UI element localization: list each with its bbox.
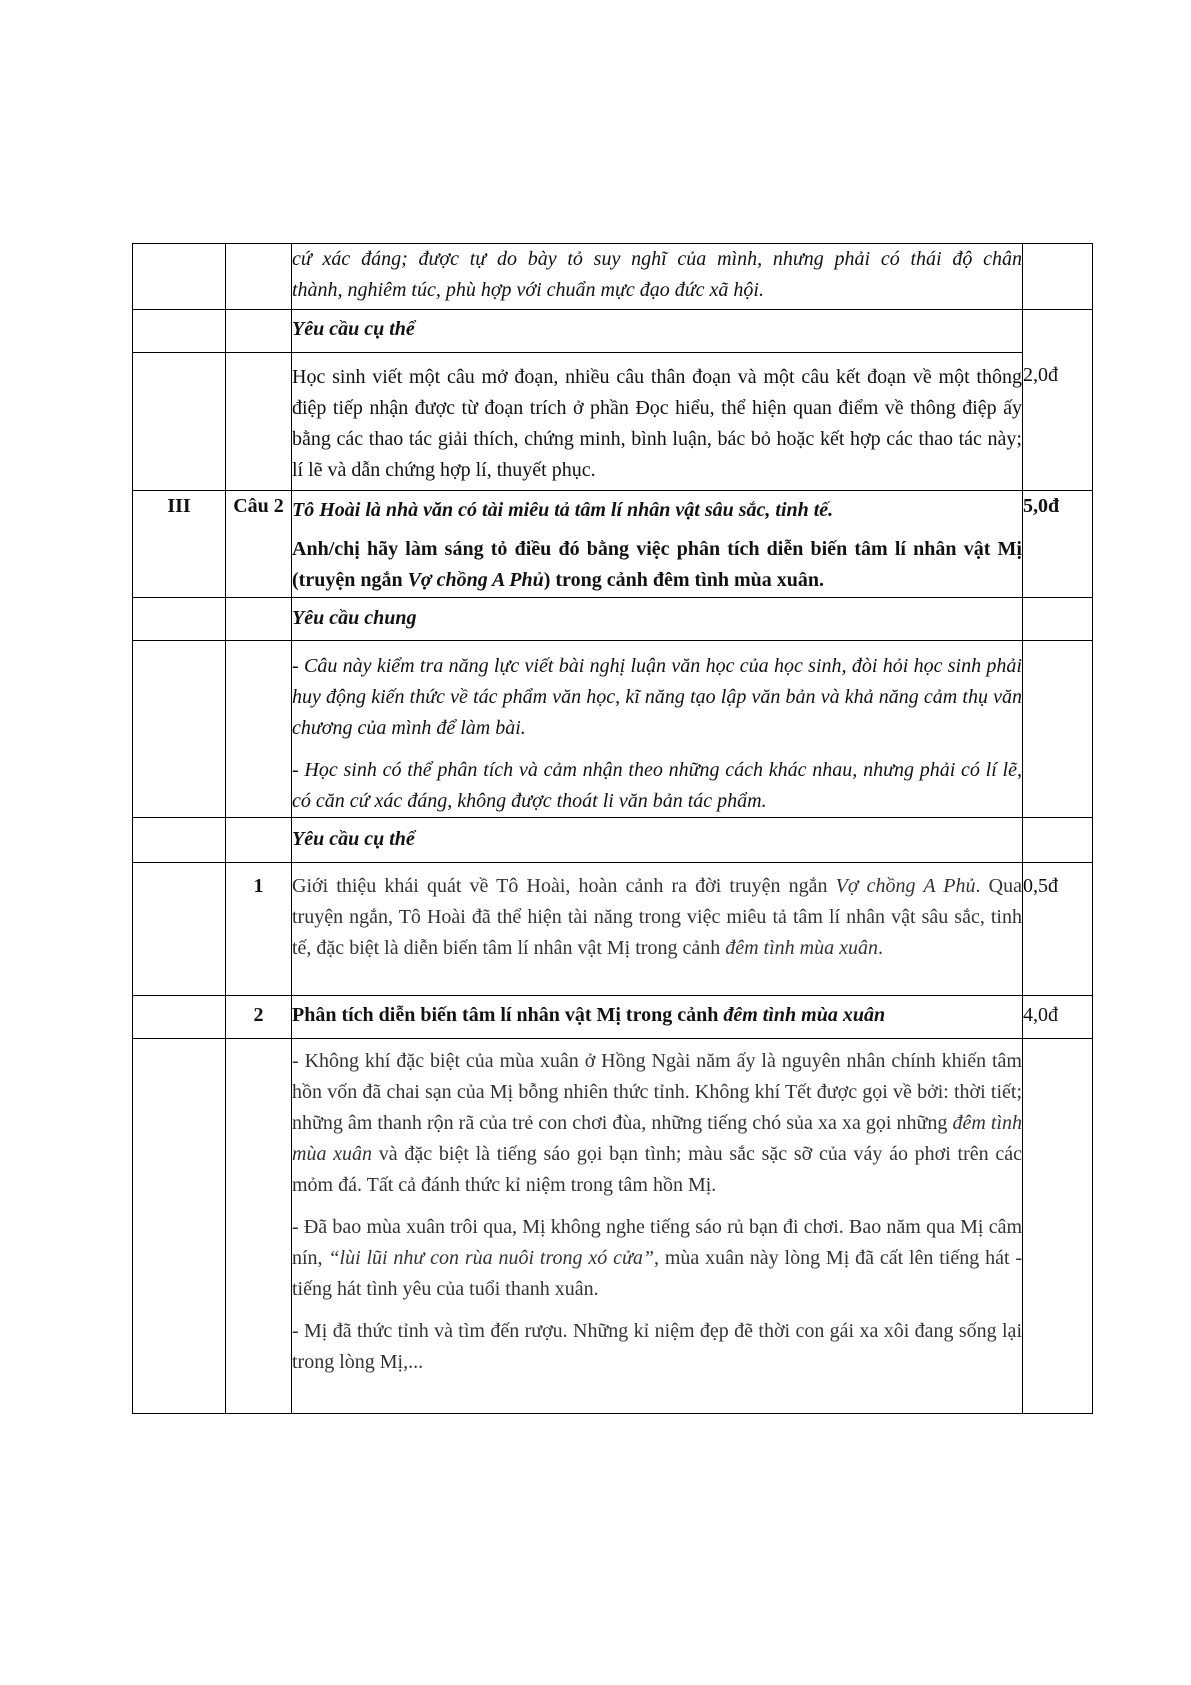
- section-heading-cell: [292, 598, 1023, 641]
- table-row: [133, 996, 1093, 1039]
- score-value: 2,0đ: [1023, 364, 1058, 386]
- question-label: Câu 2: [233, 495, 284, 517]
- content-cell: [292, 996, 1023, 1039]
- analysis-point-3: - Mị đã thức tỉnh và tìm đến rượu. Những kỉ niệm đẹp đẽ thời con gái xa xôi đang sống lại trong lòng Mị,...: [292, 1320, 1022, 1373]
- grading-table: [132, 243, 1093, 1414]
- analysis-point-2: - Đã bao mùa xuân trôi qua, Mị không nghe tiếng sáo rủ bạn đi chơi. Bao năm qua Mị câm nín, “lùi lũi như con rùa nuôi trong xó cửa”, mùa xuân này lòng Mị đã cất lên tiếng hát - tiếng hát tình yêu của tuổi thanh xuân.: [292, 1216, 1023, 1300]
- table-row: [133, 1039, 1093, 1414]
- section-heading-cell: [292, 310, 1023, 353]
- table-row: [133, 598, 1093, 641]
- content-cell: [292, 641, 1023, 818]
- question-prompt-task: Anh/chị hãy làm sáng tỏ điều đó bằng việc phân tích diễn biến tâm lí nhân vật Mị (truyện ngắn Vợ chồng A Phủ) trong cảnh đêm tình mùa xuân.: [292, 538, 1022, 591]
- requirement-text: Học sinh viết một câu mở đoạn, nhiều câu thân đoạn và một câu kết đoạn về một thông điệp tiếp nhận được từ đoạn trích ở phần Đọc hiểu, thể hiện quan điểm về thông điệp ấy bằng các thao tác giải thích, chứng minh, bình luận, bác bỏ hoặc kết hợp các thao tác này; lí lẽ và dẫn chứng hợp lí, thuyết phục.: [292, 366, 1022, 481]
- score-cell: [1023, 996, 1093, 1039]
- item-number-cell: [226, 996, 292, 1039]
- item-number: 2: [253, 1004, 264, 1026]
- item-heading: Phân tích diễn biến tâm lí nhân vật Mị trong cảnh đêm tình mùa xuân: [292, 1004, 886, 1026]
- part-cell: [133, 244, 226, 310]
- continued-line-1: cứ xác đáng; được tự do bày tỏ suy nghĩ của mình, nhưng phải có thái độ chân: [292, 248, 1022, 270]
- content-cell: [292, 244, 1023, 310]
- score-value: 0,5đ: [1023, 875, 1058, 897]
- table-row: [133, 818, 1093, 863]
- item-text: Giới thiệu khái quát về Tô Hoài, hoàn cảnh ra đời truyện ngắn Vợ chồng A Phủ. Qua truyện ngắn, Tô Hoài đã thể hiện tài năng trong việc miêu tả tâm lí nhân vật sâu sắc, tinh tế, đặc biệt là diễn biến tâm lí nhân vật Mị trong cảnh đêm tình mùa xuân.: [292, 875, 1022, 959]
- content-cell: [292, 1039, 1023, 1414]
- analysis-point-1: - Không khí đặc biệt của mùa xuân ở Hồng Ngài năm ấy là nguyên nhân chính khiến tâm hồn vốn đã chai sạn của Mị bỗng nhiên thức tỉnh. Không khí Tết được gọi về bởi: thời tiết; những âm thanh rộn rã của trẻ con chơi đùa, những tiếng chó sủa xa xa gọi những đêm tình mùa xuân và đặc biệt là tiếng sáo gọi bạn tình; màu sắc sặc sỡ của váy áo phơi trên các mỏm đá. Tất cả đánh thức kỉ niệm trong tâm hồn Mị.: [292, 1050, 1022, 1196]
- content-cell: [292, 353, 1023, 491]
- section-heading: Yêu cầu cụ thể: [292, 318, 415, 340]
- table-row: [133, 353, 1093, 491]
- score-value: 5,0đ: [1023, 495, 1060, 517]
- score-value: 4,0đ: [1023, 1004, 1058, 1026]
- section-heading: Yêu cầu cụ thể: [292, 828, 415, 850]
- table-row: [133, 491, 1093, 598]
- question-cell: [226, 491, 292, 598]
- score-cell: [1023, 863, 1093, 996]
- item-number: 1: [253, 875, 264, 897]
- general-requirement-1: - Câu này kiểm tra năng lực viết bài nghị luận văn học của học sinh, đòi hỏi học sinh phải huy động kiến thức về tác phẩm văn học, kĩ năng tạo lập văn bản và khả năng cảm thụ văn chương của mình để làm bài.: [292, 655, 1022, 739]
- part-cell: [133, 491, 226, 598]
- section-heading: Yêu cầu chung: [292, 607, 417, 629]
- part-number: III: [167, 495, 191, 517]
- question-prompt-cell: [292, 491, 1023, 598]
- section-heading-cell: [292, 818, 1023, 863]
- question-prompt-intro: Tô Hoài là nhà văn có tài miêu tả tâm lí nhân vật sâu sắc, tinh tế.: [292, 499, 834, 521]
- table-row: [133, 244, 1093, 310]
- score-cell: [1023, 491, 1093, 598]
- table-row: [133, 641, 1093, 818]
- question-cell: [226, 244, 292, 310]
- content-cell: [292, 863, 1023, 996]
- score-cell: [1023, 310, 1093, 491]
- table-row: [133, 863, 1093, 996]
- table-row: [133, 310, 1093, 353]
- item-number-cell: [226, 863, 292, 996]
- score-cell: [1023, 244, 1093, 310]
- continued-line-2: thành, nghiêm túc, phù hợp với chuẩn mực đạo đức xã hội.: [292, 279, 764, 301]
- general-requirement-2: - Học sinh có thể phân tích và cảm nhận theo những cách khác nhau, nhưng phải có lí lẽ, có căn cứ xác đáng, không được thoát li văn bản tác phẩm.: [292, 759, 1022, 812]
